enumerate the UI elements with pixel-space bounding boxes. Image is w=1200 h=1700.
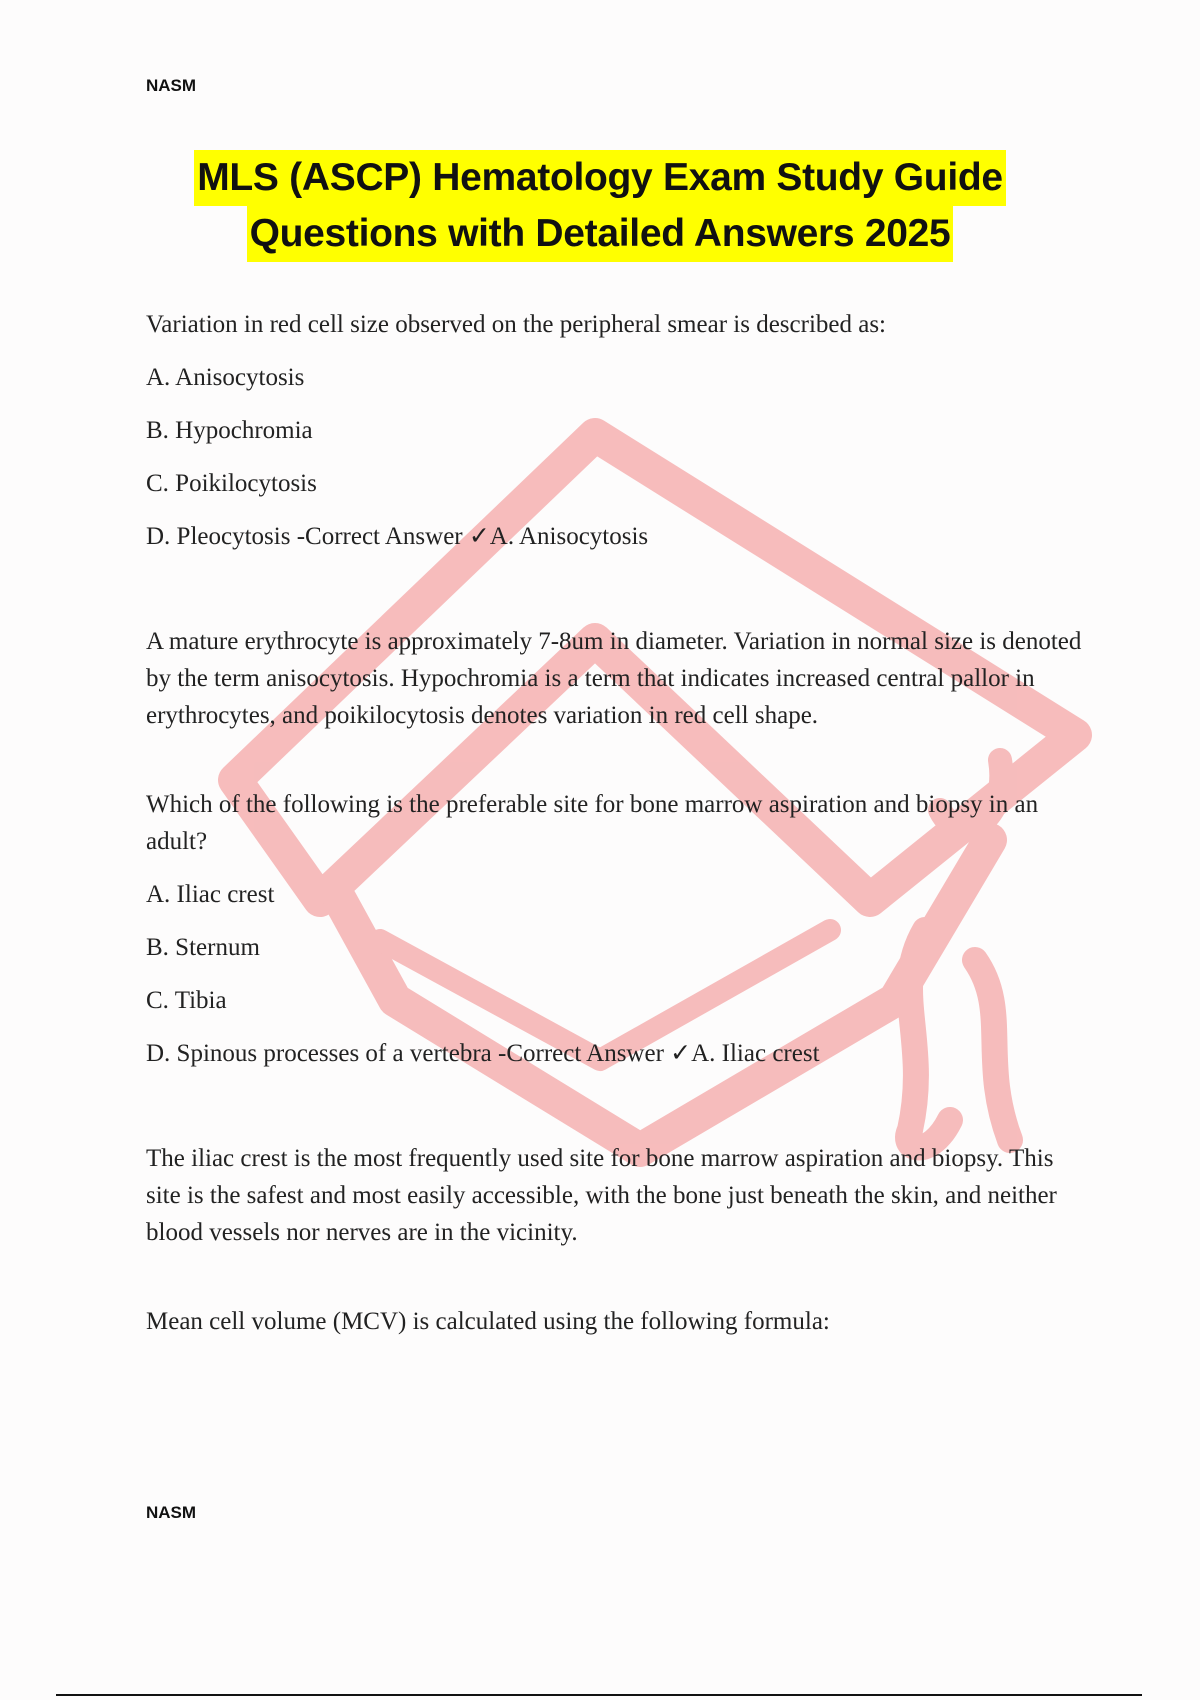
question-2-option-a: A. Iliac crest xyxy=(146,881,275,908)
question-1-explanation: A mature erythrocyte is approximately 7-8um in diameter. Variation in normal size is denoted by the term anisocytosis. Hypochromia is a term that indicates increased central pallor in erythrocytes, and poikilocytosis denotes variation in red cell shape. xyxy=(146,628,1082,729)
question-1-option-d-answer: D. Pleocytosis -Correct Answer ✓A. Anisocytosis xyxy=(146,523,649,550)
footer-label: NASM xyxy=(146,1503,197,1522)
title-line-2: Questions with Detailed Answers 2025 xyxy=(247,206,954,262)
question-1-option-a: A. Anisocytosis xyxy=(146,364,305,391)
question-1-text: Variation in red cell size observed on the peripheral smear is described as: xyxy=(146,311,887,338)
question-2-option-b: B. Sternum xyxy=(146,934,260,961)
page-bottom-rule xyxy=(56,1694,1142,1696)
question-2-text: Which of the following is the preferable site for bone marrow aspiration and biopsy in an adult? xyxy=(146,791,1039,855)
question-1-option-c: C. Poikilocytosis xyxy=(146,470,317,497)
page-title xyxy=(0,150,1200,262)
question-2-option-d-answer: D. Spinous processes of a vertebra -Correct Answer ✓A. Iliac crest xyxy=(146,1040,820,1067)
title-line-1: MLS (ASCP) Hematology Exam Study Guide xyxy=(194,150,1006,206)
header-label: NASM xyxy=(146,76,197,95)
question-2-explanation: The iliac crest is the most frequently used site for bone marrow aspiration and biopsy. This site is the safest and most easily accessible, with the bone just beneath the skin, and neither blood vessels nor nerves are in the vicinity. xyxy=(146,1145,1057,1246)
question-3-text: Mean cell volume (MCV) is calculated using the following formula: xyxy=(146,1308,830,1335)
question-1-option-b: B. Hypochromia xyxy=(146,417,313,444)
study-guide-content xyxy=(146,306,1086,1340)
question-2-option-c: C. Tibia xyxy=(146,987,227,1014)
